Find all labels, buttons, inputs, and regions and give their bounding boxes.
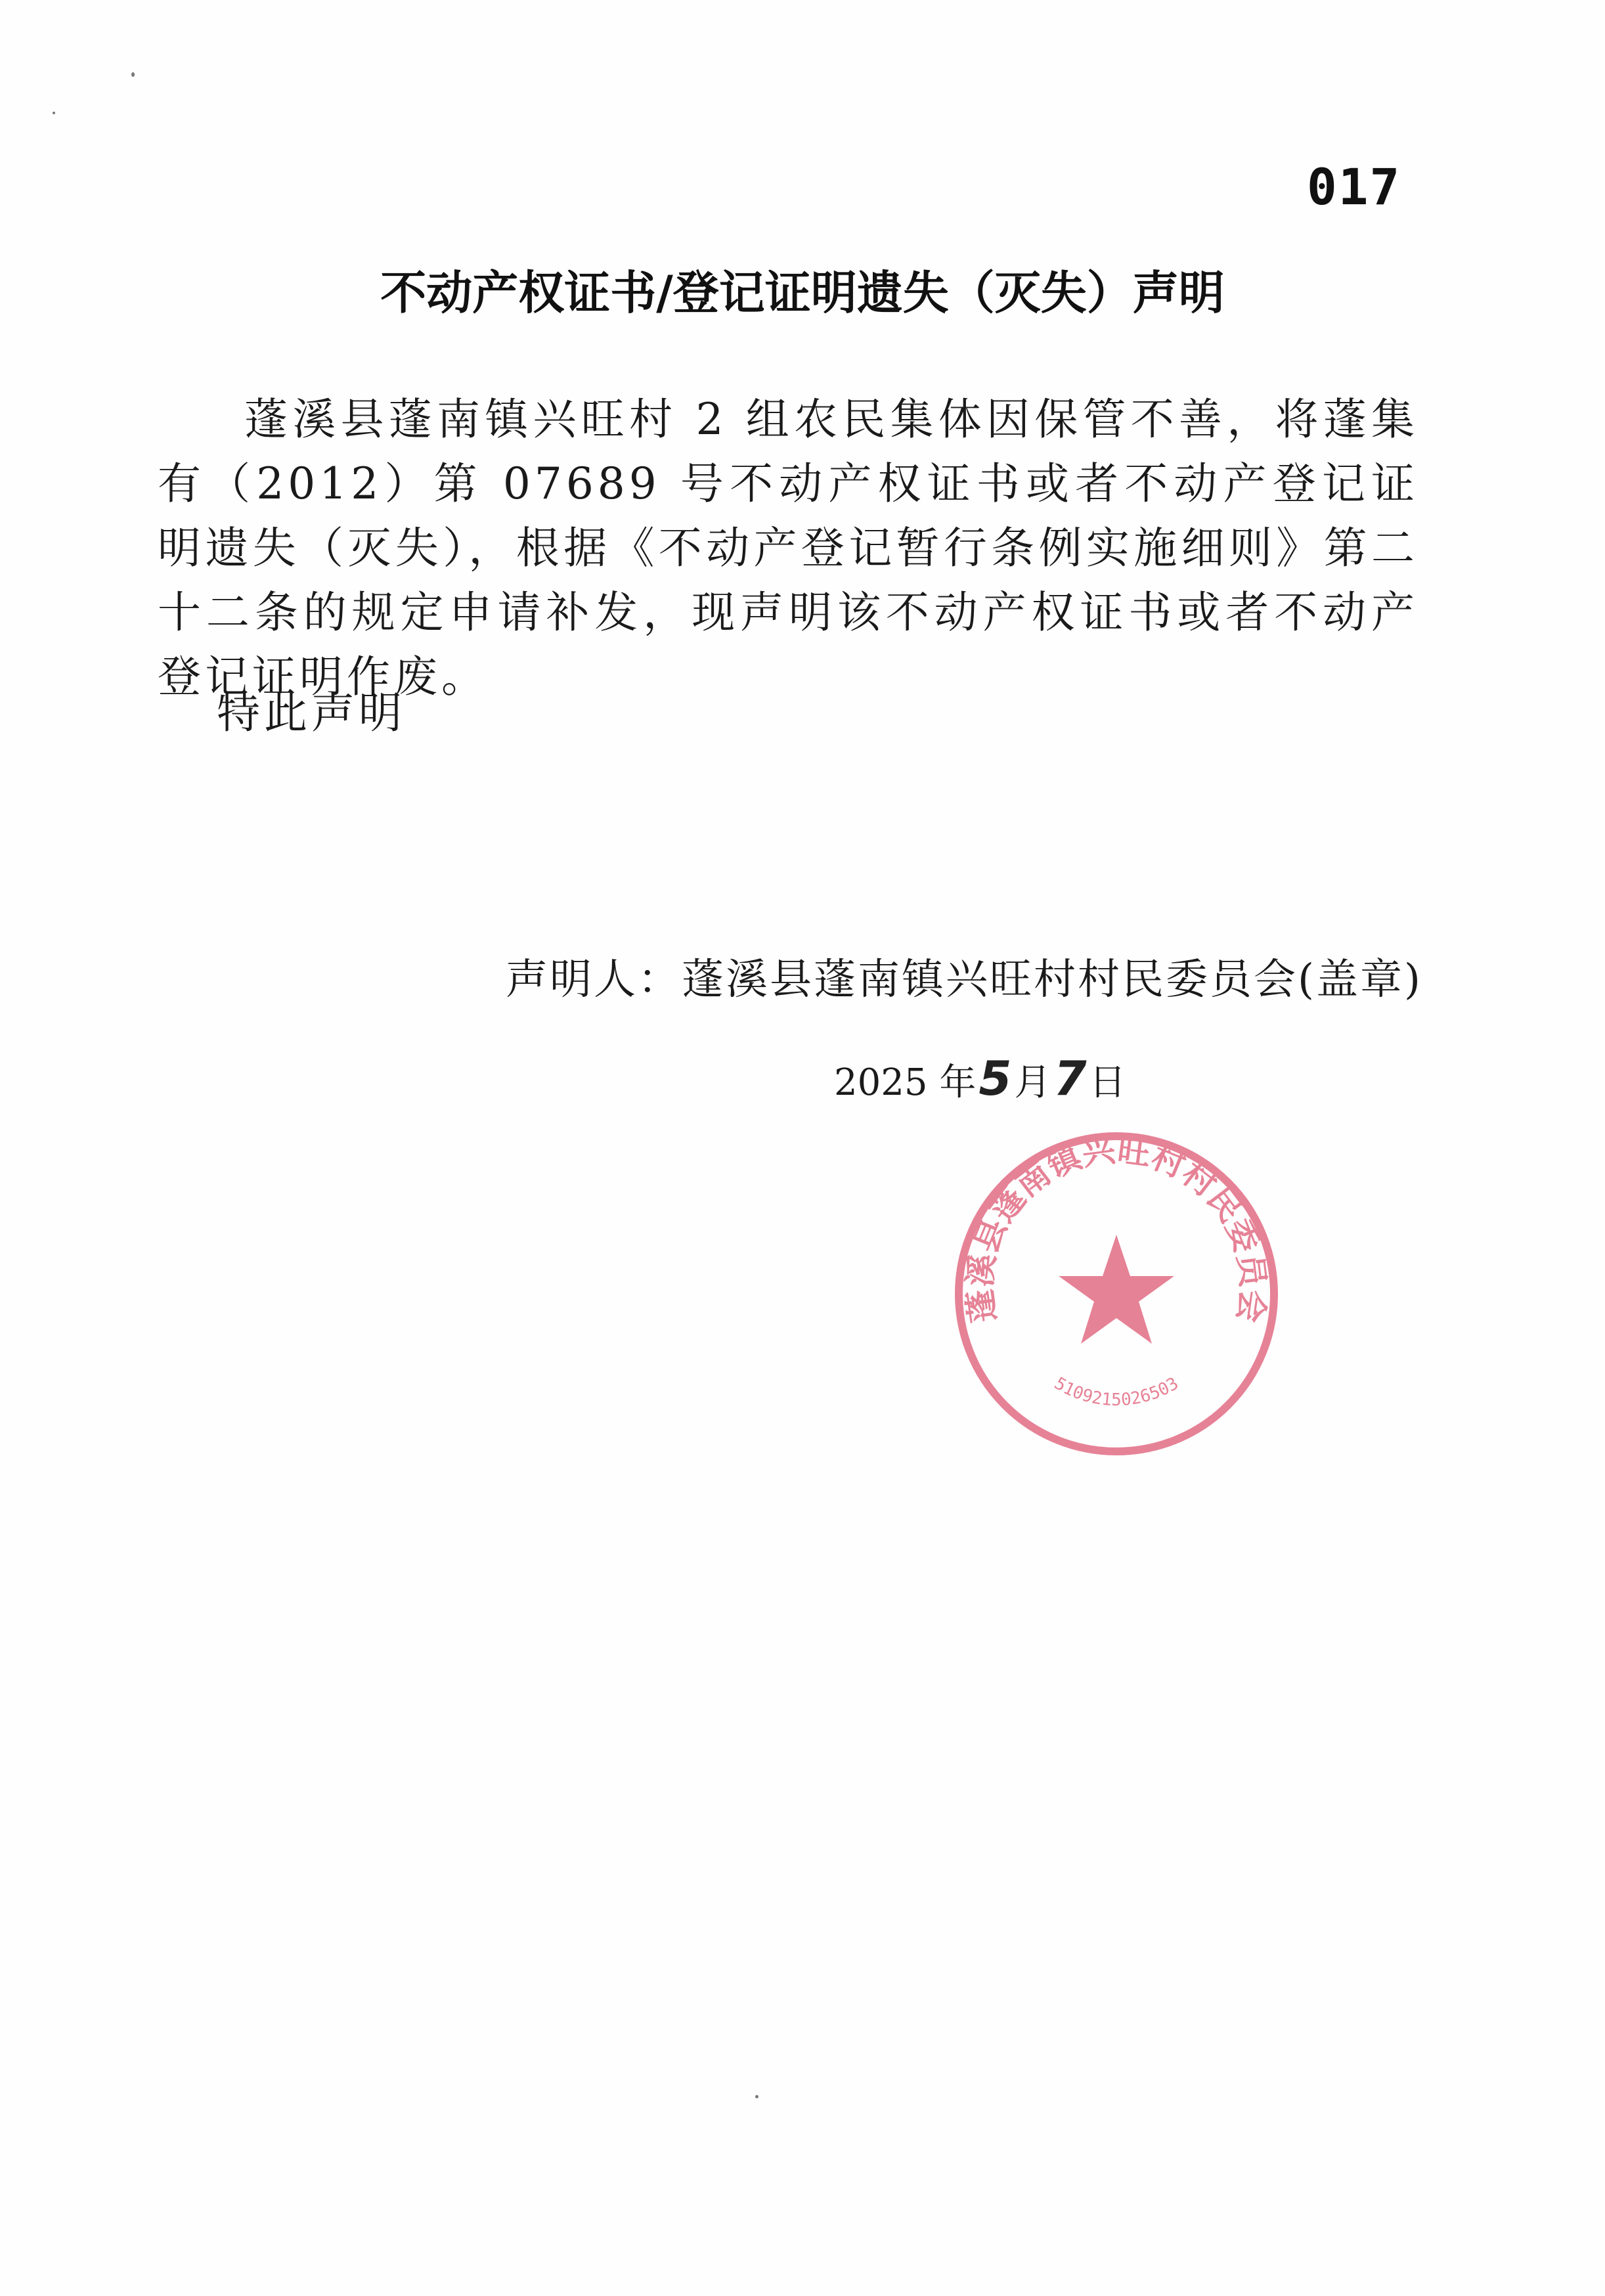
- date-month-handwritten: 5: [978, 1051, 1012, 1106]
- closing-statement: 特此声明: [217, 688, 406, 738]
- scan-speck: [53, 112, 55, 114]
- seal-text: 蓬溪县蓬南镇兴旺村村民委员会: [960, 1131, 1273, 1325]
- date-day-handwritten: 7: [1053, 1051, 1087, 1106]
- star-icon: [1059, 1235, 1174, 1344]
- date-day-unit: 日: [1089, 1061, 1126, 1104]
- date-year-unit: 年: [939, 1061, 977, 1104]
- body-paragraph: 蓬溪县蓬南镇兴旺村 2 组农民集体因保管不善，将蓬集有（2012）第 07689 号不动产权证书或者不动产登记证明遗失（灭失），根据《不动产登记暂行条例实施细则》第二十二条的规定申请补发，现声明该不动产权证书或者不动产登记证明作废。: [158, 394, 1418, 702]
- seal-code: 5109215026503: [1051, 1373, 1182, 1410]
- page-number: 017: [1307, 158, 1401, 216]
- official-seal: [946, 1123, 1287, 1465]
- scan-speck: [755, 2095, 759, 2098]
- document-title: 不动产权证书/登记证明遗失（灭失）声明: [380, 266, 1225, 320]
- document-body: [158, 387, 1418, 709]
- date-month-unit: 月: [1014, 1061, 1051, 1104]
- declarant-line: 声明人：蓬溪县蓬南镇兴旺村村民委员会(盖章): [506, 956, 1422, 1004]
- scan-speck: [131, 72, 135, 77]
- date-year: 2025: [834, 1061, 928, 1104]
- date-line: [834, 1051, 1126, 1106]
